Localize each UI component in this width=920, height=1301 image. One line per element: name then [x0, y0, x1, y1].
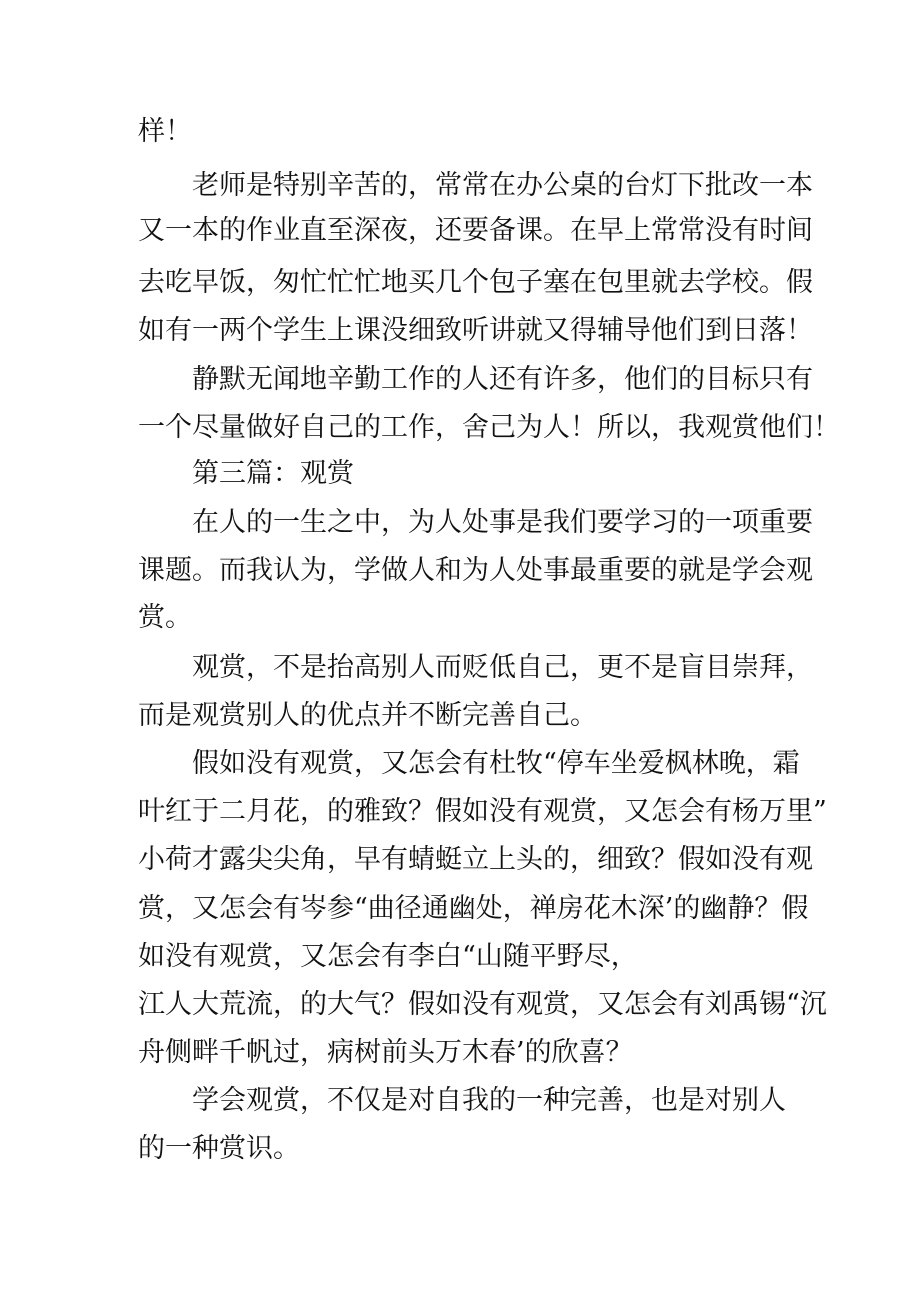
paragraph-line: 静默无闻地辛勤工作的人还有许多，他们的目标只有 — [192, 364, 813, 395]
paragraph-line: 观赏，不是抬高别人而贬低自己，更不是盲目崇拜， — [192, 652, 813, 683]
paragraph-line: 又一本的作业直至深夜，还要备课。在早上常常没有时间 — [138, 215, 813, 246]
paragraph-line: 赏，又怎会有岑参“曲径通幽处，禅房花木深’的幽静？假 — [138, 893, 809, 924]
paragraph-line: 一个尽量做好自己的工作，舍己为人！所以，我观赏他们！ — [138, 412, 840, 443]
paragraph-line: 而是观赏别人的优点并不断完善自己。 — [138, 700, 597, 731]
paragraph-line: 叶红于二月花，的雅致？假如没有观赏，又怎会有杨万里” — [138, 796, 827, 827]
paragraph-line: 去吃早饭，匆忙忙忙地买几个包子塞在包里就去学校。假 — [138, 267, 813, 298]
section-heading: 第三篇：观赏 — [192, 458, 354, 489]
paragraph-line: 江人大荒流，的大气？假如没有观赏，又怎会有刘禹锡“沉 — [138, 989, 827, 1020]
paragraph-line: 小荷才露尖尖角，早有蜻蜓立上头的，细致？假如没有观 — [138, 844, 813, 875]
paragraph-line: 假如没有观赏，又怎会有杜牧“停车坐爱枫林晚，霜 — [192, 748, 800, 779]
text-line: 样！ — [138, 116, 192, 147]
paragraph-line: 学会观赏，不仅是对自我的一种完善，也是对别人 — [192, 1085, 786, 1116]
paragraph-line: 舟侧畔千帆过，病树前头万木春’的欣喜？ — [138, 1037, 633, 1068]
paragraph-line: 如没有观赏，又怎会有李白“山随平野尽， — [138, 941, 638, 972]
paragraph-line: 课题。而我认为，学做人和为人处事最重要的就是学会观 — [138, 555, 813, 586]
paragraph-line: 在人的一生之中，为人处事是我们要学习的一项重要 — [192, 507, 813, 538]
paragraph-line: 赏。 — [138, 602, 192, 633]
paragraph-line: 的一种赏识。 — [138, 1133, 300, 1164]
paragraph-line: 如有一两个学生上课没细致听讲就又得辅导他们到日落！ — [138, 315, 813, 346]
paragraph-line: 老师是特别辛苦的，常常在办公桌的台灯下批改一本 — [192, 170, 813, 201]
